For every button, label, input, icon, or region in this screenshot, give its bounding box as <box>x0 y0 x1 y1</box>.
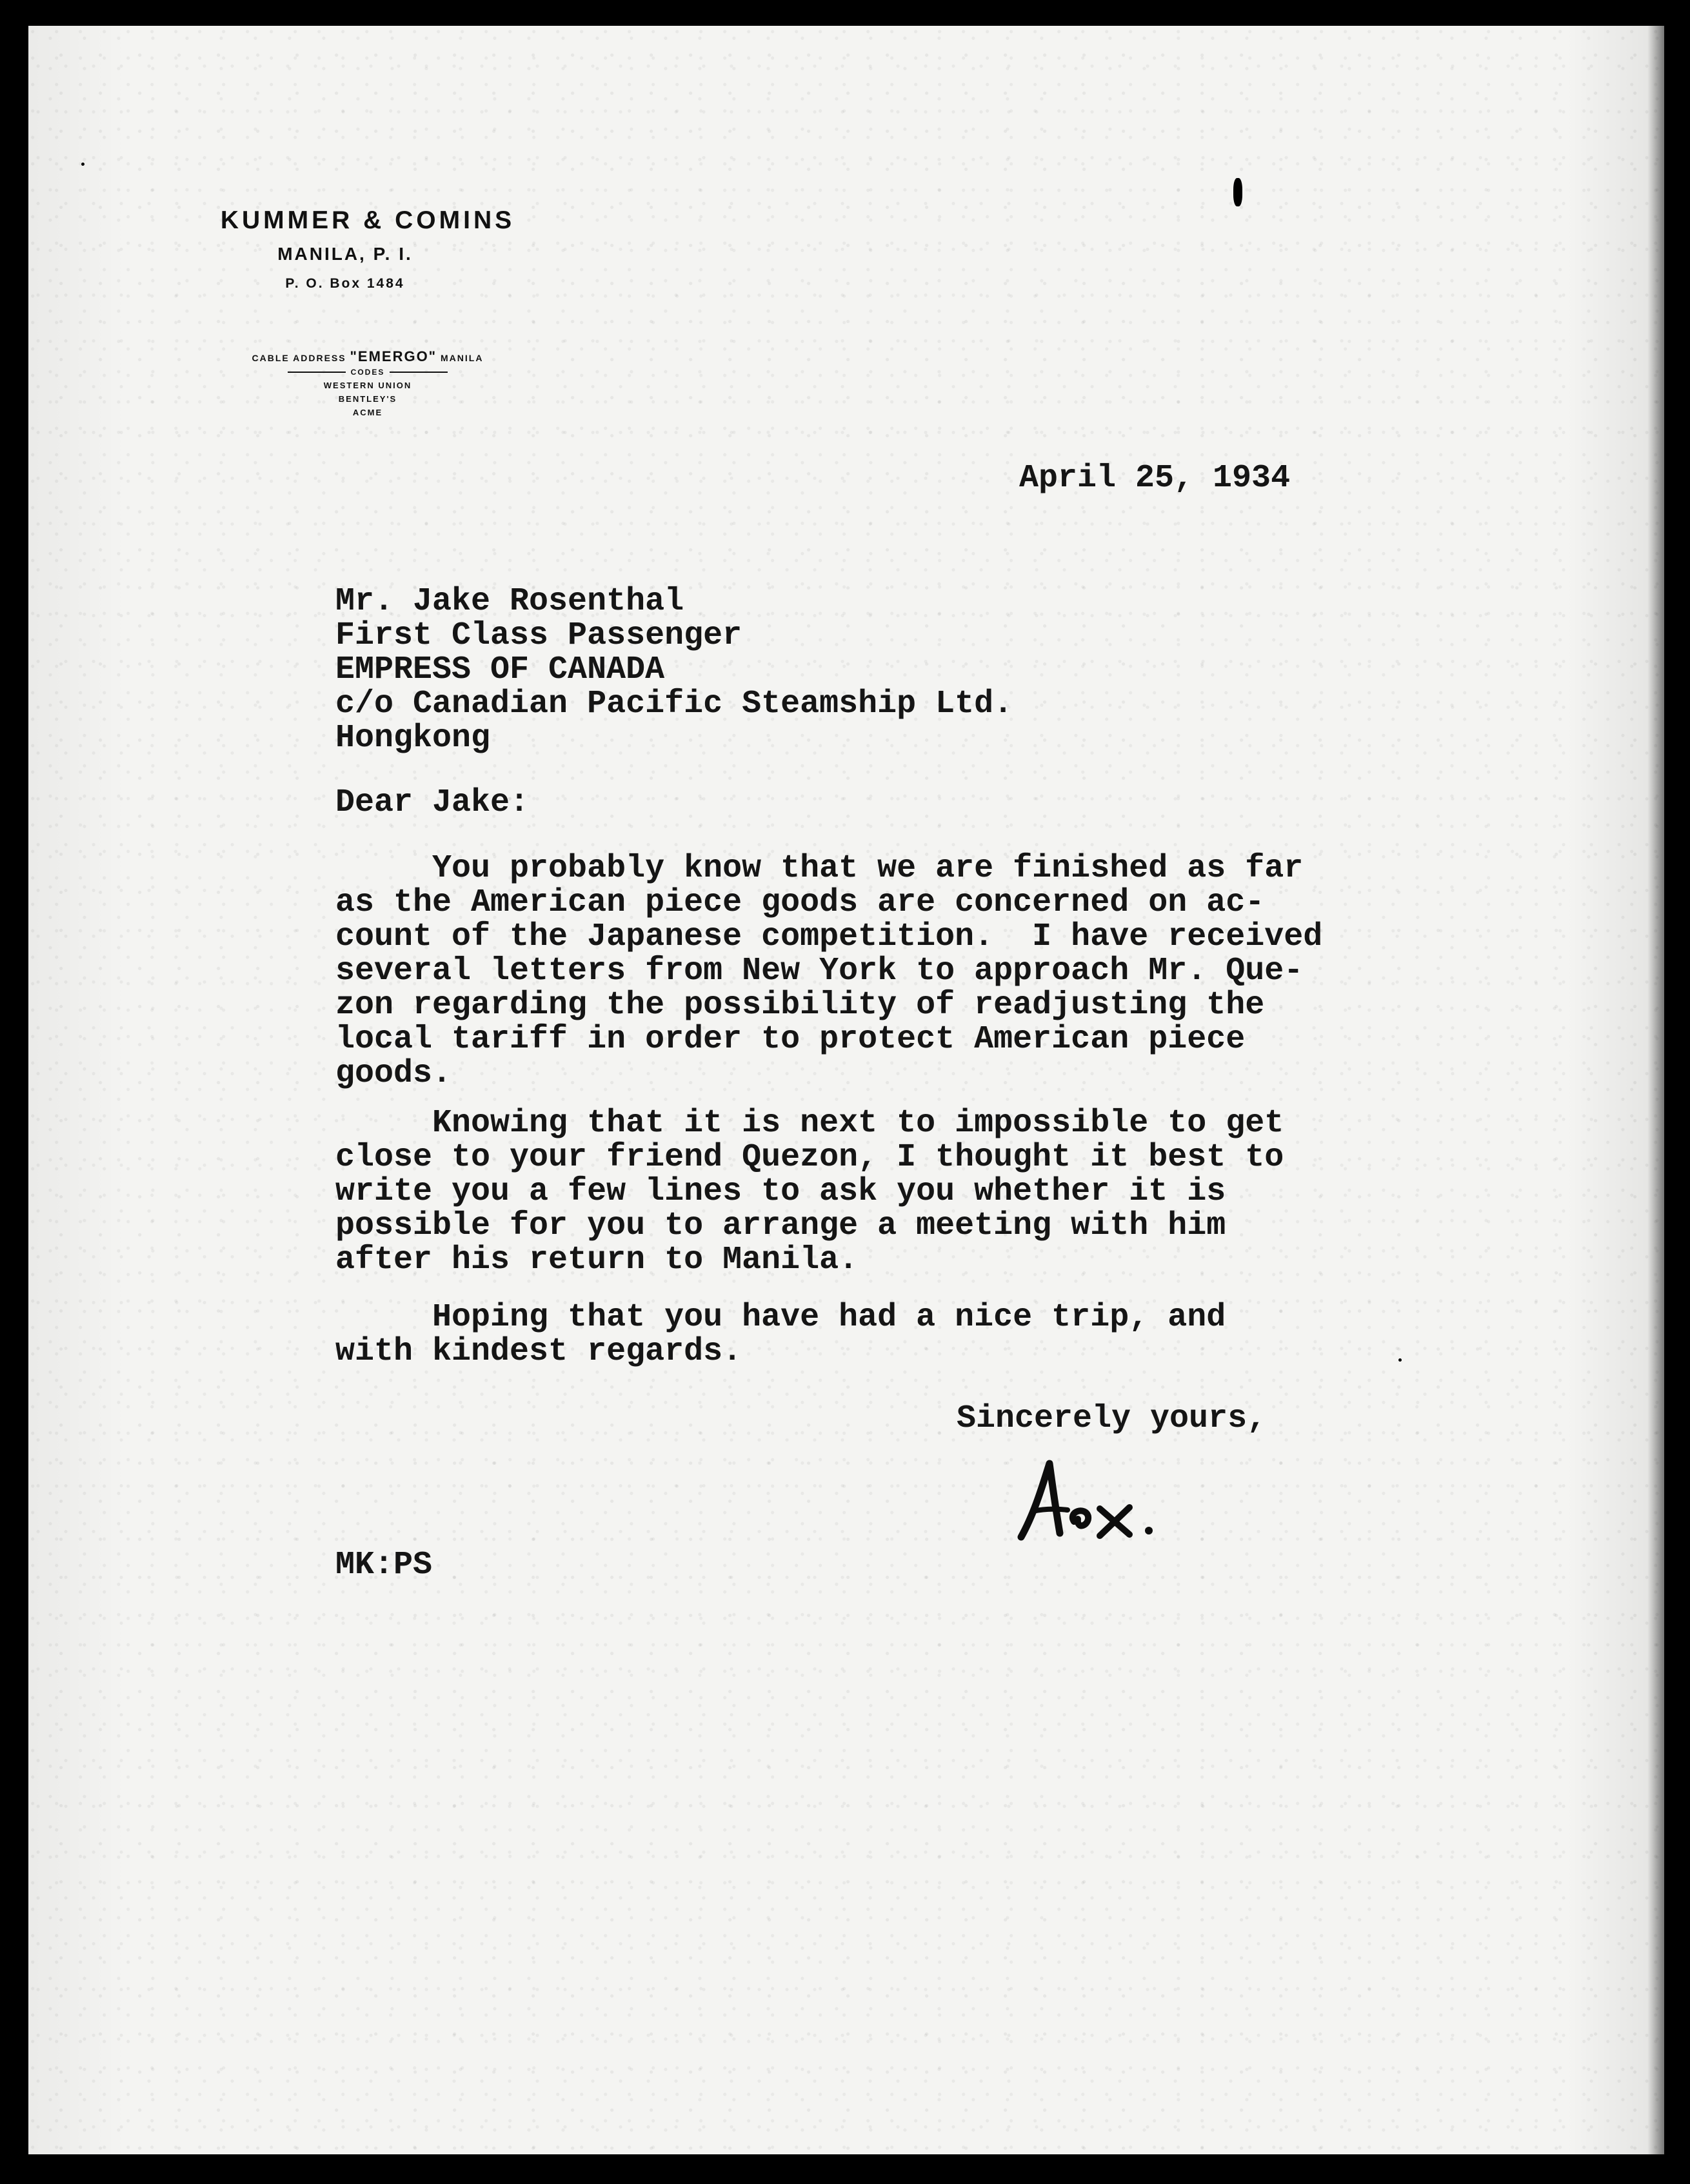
ink-mark <box>687 2154 702 2169</box>
salutation: Dear Jake: <box>335 784 530 821</box>
ink-mark <box>81 163 84 166</box>
body-line: Knowing that it is next to impossible to get <box>335 1105 1284 1142</box>
recipient-line: First Class Passenger <box>335 617 742 654</box>
cable-address-name: "EMERGO" <box>350 348 437 364</box>
cable-address-block <box>194 348 542 417</box>
body-line: after his return to Manila. <box>335 1242 859 1278</box>
cable-address-line <box>194 348 542 365</box>
body-line: several letters from New York to approach Mr. Que- <box>335 953 1304 989</box>
body-line: You probably know that we are finished as far <box>335 850 1304 887</box>
letter-date: April 25, 1934 <box>1019 460 1291 497</box>
closing: Sincerely yours, <box>957 1400 1267 1437</box>
code-item: BENTLEY'S <box>338 394 397 404</box>
body-line: count of the Japanese competition. I have received <box>335 918 1323 955</box>
divider <box>390 372 448 373</box>
typist-initials: MK:PS <box>335 1547 433 1583</box>
body-paragraph-1 <box>335 851 1322 1091</box>
body-line: with kindest regards. <box>335 1333 742 1370</box>
code-item: ACME <box>352 408 383 417</box>
cable-address-suffix: MANILA <box>441 353 484 363</box>
codes-heading-row <box>194 368 542 377</box>
recipient-address <box>335 584 1013 755</box>
recipient-line: Hongkong <box>335 720 491 757</box>
letterhead <box>174 206 561 292</box>
divider <box>288 372 346 373</box>
body-line: close to your friend Quezon, I thought it best to <box>335 1139 1284 1176</box>
body-line: zon regarding the possibility of readjusting the <box>335 987 1265 1024</box>
body-line: possible for you to arrange a meeting with him <box>335 1207 1226 1244</box>
codes-heading: CODES <box>350 368 385 377</box>
handwritten-signature <box>1003 1454 1171 1545</box>
firm-city: MANILA, P. I. <box>277 244 413 264</box>
body-line: write you a few lines to ask you whether it is <box>335 1173 1226 1210</box>
recipient-line: c/o Canadian Pacific Steamship Ltd. <box>335 686 1013 722</box>
body-line: Hoping that you have had a nice trip, and <box>335 1299 1226 1336</box>
code-item: WESTERN UNION <box>323 381 412 390</box>
paper-edge-shadow <box>1647 26 1664 2154</box>
ink-mark <box>1398 1358 1402 1362</box>
body-line: goods. <box>335 1055 452 1092</box>
firm-po-box: P. O. Box 1484 <box>285 276 405 291</box>
recipient-line: Mr. Jake Rosenthal <box>335 583 684 620</box>
cable-address-prefix: CABLE ADDRESS <box>252 353 346 363</box>
firm-name: KUMMER & COMINS <box>220 206 515 234</box>
body-paragraph-2 <box>335 1106 1284 1277</box>
body-line: local tariff in order to protect American piece <box>335 1021 1246 1058</box>
body-paragraph-3 <box>335 1300 1226 1369</box>
recipient-line: EMPRESS OF CANADA <box>335 651 665 688</box>
body-line: as the American piece goods are concerned on ac- <box>335 884 1265 921</box>
ink-mark <box>1233 178 1242 206</box>
